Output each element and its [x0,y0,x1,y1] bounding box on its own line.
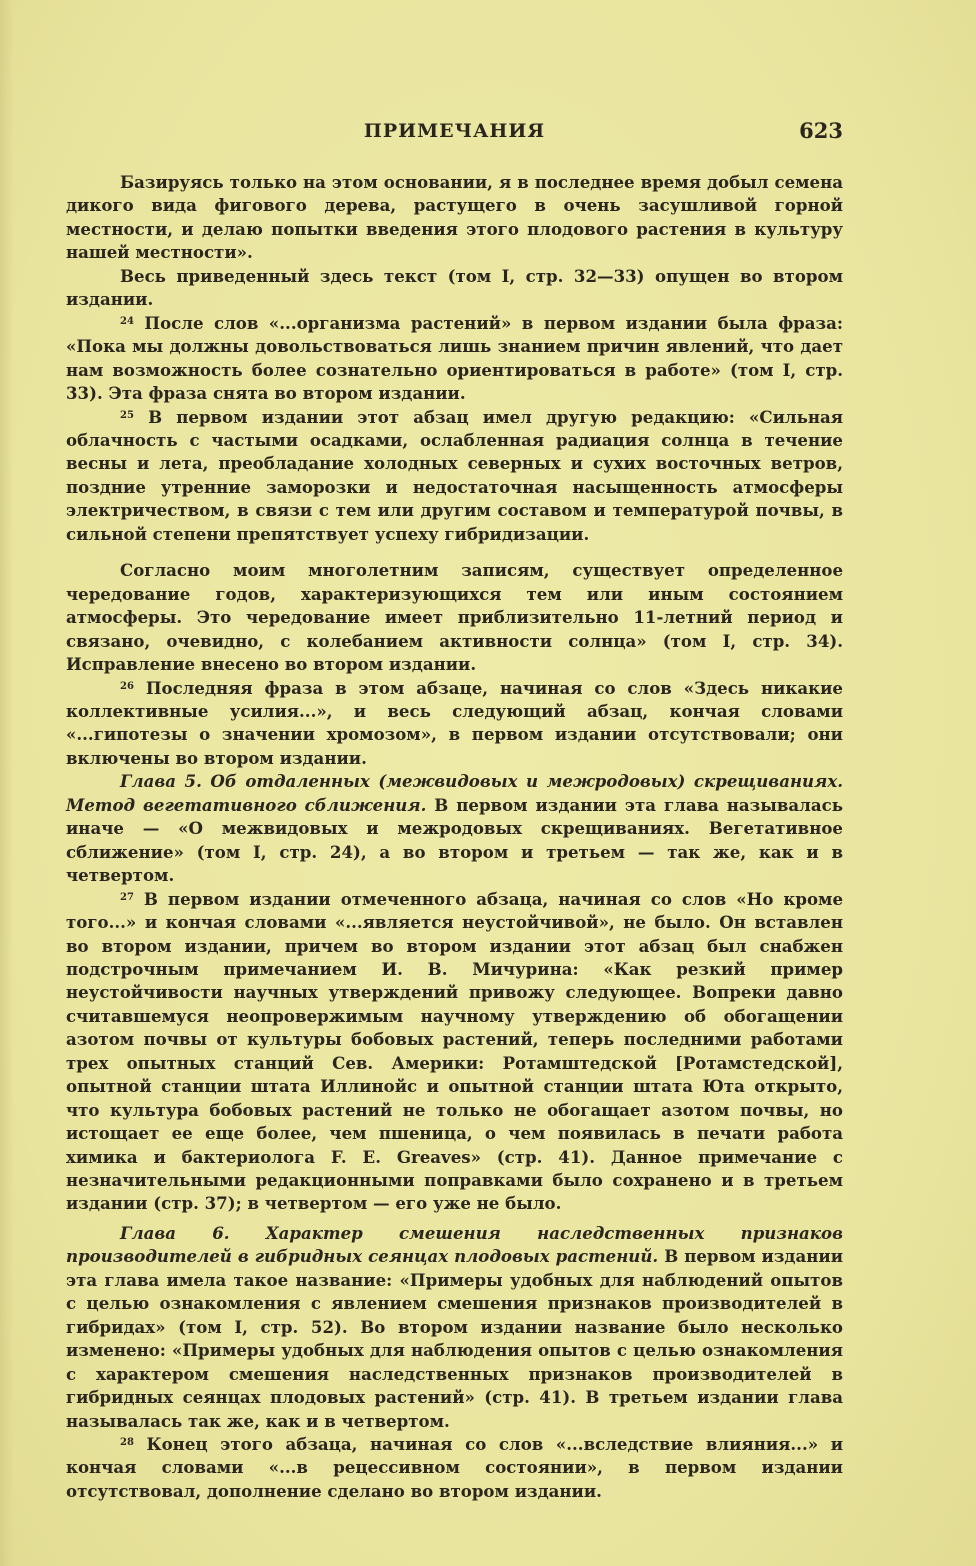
paragraph-text: Весь приведенный здесь текст (том I, стр. 32—33) опущен во втором издании. [66,265,843,310]
note-text: Последняя фраза в этом абзаце, начиная со слов «Здесь никакие коллективные усилия...», и весь следующий абзац, кончая словами «...гипотезы о значении хромозом», в первом издании отсутствовали; они включены во втором издании. [66,677,843,768]
note-number: 25 [120,409,134,421]
chapter-note-text: В первом издании эта глава называлась иначе — «О межвидовых и межродовых скрещиваниях. Вегетативное сближение» (том I, стр. 24), а во втором и третьем — так же, как и в четвертом. [66,794,843,886]
note-text: После слов «...организма растений» в первом издании была фраза: «Пока мы должны довольствоваться лишь знанием причин явлений, что дает нам возможность более сознательно ориентироваться в работе» (том I, стр. 33). Эта фраза снята во втором издании. [66,312,844,404]
note-number: 28 [120,1437,134,1449]
note-number: 27 [120,891,134,903]
note-25 [66,406,843,547]
paragraph-text: Согласно моим многолетним записям, существует определенное чередование годов, характеризующихся тем или иным состоянием атмосферы. Это чередование имеет приблизительно 11-летний период и связано, очевидно, с колебанием активности солнца» (том I, стр. 34). Исправление внесено во втором издании. [66,560,843,675]
paragraph [66,171,843,265]
notes-body [66,171,843,1503]
chapter-5-note [66,770,843,887]
note-text: В первом издании этот абзац имел другую редакцию: «Сильная облачность с частыми осадками, ослабленная радиация солнца в течение весны и лета, преобладание холодных северных и сухих восточных ветров, поздние утренние заморозки и недостаточная насыщенность атмосферы электричеством, в связи с тем или другим составом и температурой почвы, в сильной степени препятствует успеху гибридизации. [66,406,843,544]
page-edge-shadow [0,0,14,1566]
chapter-title: Глава 6. Характер смешения наследственных признаков производителей в гибридных сеянцах плодовых растений. [66,1222,843,1267]
note-text: В первом издании отмеченного абзаца, начиная со слов «Но кроме того...» и кончая словами «...является неустойчивой», не было. Он вставлен во втором издании, причем во втором издании этот абзац был снабжен подстрочным примечанием И. В. Мичурина: «Как резкий пример неустойчивости научных утверждений привожу следующее. Вопреки давно считавшемуся неопровержимым научному утверждению об обогащении азотом почвы от культуры бобовых растений, теперь последними работами трех опытных станций Сев. Америки: Ротамштедской [Ротамстедской], опытной станции штата Иллинойс и опытной станции штата Юта открыто, что культура бобовых растений не только не обогащает азотом почвы, но истощает ее еще более, чем пшеница, о чем появилась в печати работа химика и бактериолога F. E. Greaves» (стр. 41). Данное примечание с незначительными редакционными поправками было сохранено и в третьем издании (стр. 37); в четвертом — его уже не было. [66,888,844,1214]
note-28 [66,1433,843,1503]
note-text: Конец этого абзаца, начиная со слов «...вследствие влияния...» и кончая словами «...в рецессивном состоянии», в первом издании отсутствовал, дополнение сделано во втором издании. [66,1434,843,1501]
note-24 [66,312,843,406]
paragraph [66,559,843,676]
chapter-note-text: В первом издании эта глава имела такое название: «Примеры удобных для наблюдений опытов с целью ознакомления с явлением смешения признаков производителей в гибридах» (том I, стр. 52). Во втором издании название было несколько изменено: «Примеры удобных для наблюдения опытов с целью ознакомления с характером смешения наследственных признаков производителей в гибридных сеянцах плодовых растений» (стр. 41). В третьем издании глава называлась так же, как и в четвертом. [66,1246,844,1431]
running-title: ПРИМЕЧАНИЯ [363,120,546,142]
note-26 [66,677,843,771]
note-number: 26 [120,680,134,692]
note-27 [66,888,843,1216]
page-number: 623 [799,118,843,143]
page-header [66,120,843,150]
note-number: 24 [120,315,134,327]
chapter-title: Глава 5. Об отдаленных (межвидовых и межродовых) скрещиваниях. Метод вегетативного сближения. [66,771,843,815]
paragraph [66,265,843,312]
chapter-6-note [66,1222,843,1433]
paragraph-text: Базируясь только на этом основании, я в последнее время добыл семена дикого вида фигового дерева, растущего в очень засушливой горной местности, и делаю попытки введения этого плодового растения в культуру нашей местности». [66,172,843,263]
